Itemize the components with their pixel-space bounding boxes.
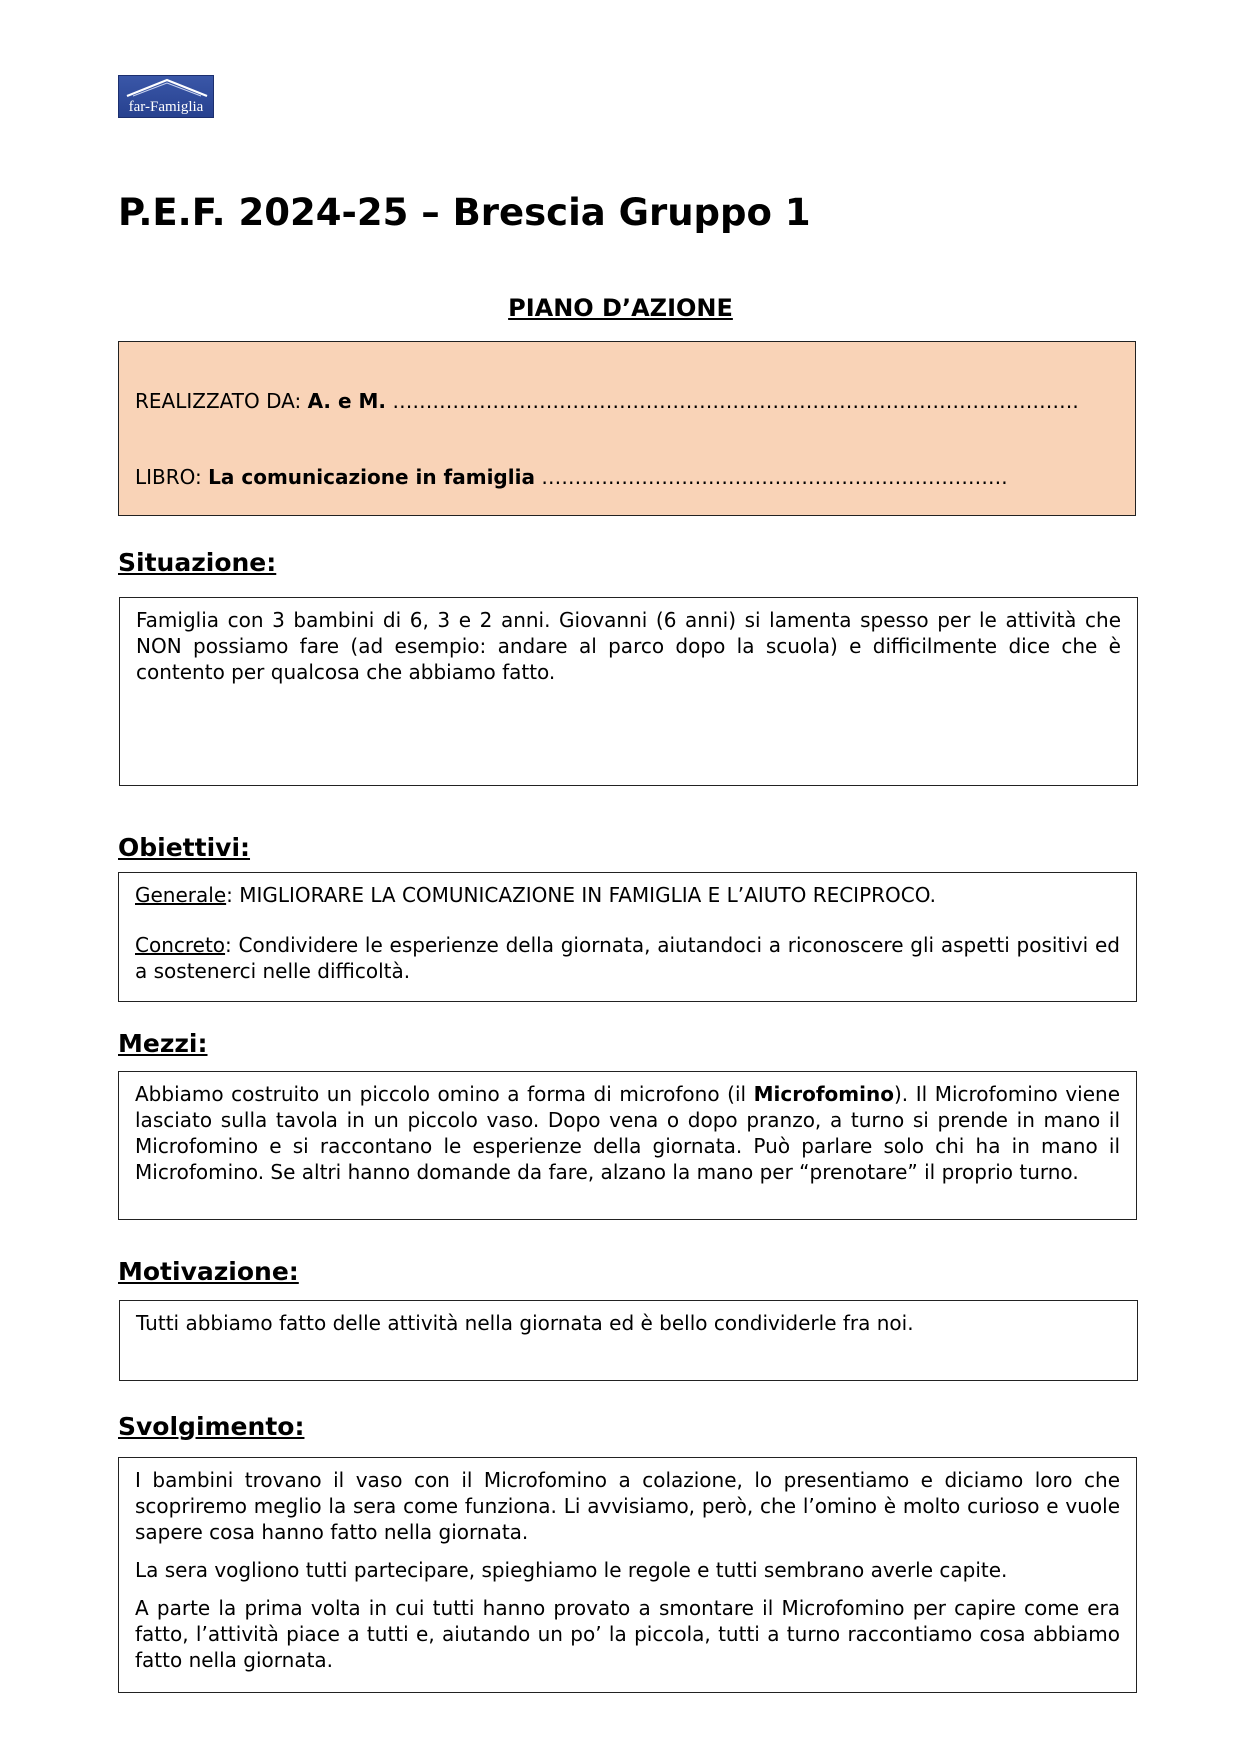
book-line <box>135 464 1119 490</box>
logo-text: far-Famiglia <box>128 99 204 115</box>
author-label: REALIZZATO DA: <box>135 389 308 413</box>
info-box <box>118 341 1136 516</box>
generale-label: Generale <box>135 883 227 907</box>
obiettivo-concreto <box>135 932 1120 984</box>
mezzi-heading: Mezzi: <box>118 1029 208 1058</box>
motivazione-text: Tutti abbiamo fatto delle attività nella giornata ed è bello condividerle fra noi. <box>136 1311 914 1335</box>
author-dots: …………………………………………………………………………………………. <box>386 389 1079 413</box>
svolgimento-heading: Svolgimento: <box>118 1412 305 1441</box>
mezzi-box <box>118 1071 1137 1220</box>
page-subtitle: PIANO D’AZIONE <box>508 294 733 322</box>
motivazione-heading: Motivazione: <box>118 1257 299 1286</box>
svolgimento-paragraph: A parte la prima volta in cui tutti hanno provato a smontare il Microfomino per capire come era fatto, l’attività piace a tutti e, aiutando un po’ la piccola, tutti a turno raccontiamo cosa abbiamo fatto nella giornata. <box>135 1596 1120 1672</box>
situazione-heading: Situazione: <box>118 548 277 577</box>
author-value: A. e M. <box>307 389 387 413</box>
author-line <box>135 388 1119 414</box>
obiettivi-heading: Obiettivi: <box>118 833 251 862</box>
svolgimento-paragraph: I bambini trovano il vaso con il Microfomino a colazione, lo presentiamo e diciamo loro che scopriremo meglio la sera come funziona. Li avvisiamo, però, che l’omino è molto curioso e vuole sapere cosa hanno fatto nella giornata. <box>135 1468 1120 1544</box>
book-dots: ……………………………………………………………. <box>534 465 1008 489</box>
mezzi-text <box>135 1081 1120 1185</box>
book-label: LIBRO: <box>135 465 209 489</box>
obiettivo-generale <box>135 882 1120 908</box>
svolgimento-box <box>118 1457 1137 1693</box>
mezzi-text-before: Abbiamo costruito un piccolo omino a forma di microfono (il <box>135 1082 754 1106</box>
situazione-box <box>119 597 1138 786</box>
page-title: P.E.F. 2024-25 – Brescia Gruppo 1 <box>118 191 811 234</box>
svolgimento-paragraph: La sera vogliono tutti partecipare, spieghiamo le regole e tutti sembrano averle capite. <box>135 1558 1008 1582</box>
concreto-text: : Condividere le esperienze della giornata, aiutandoci a riconoscere gli aspetti positivi ed a sostenerci nelle difficoltà. <box>135 933 1120 983</box>
mezzi-text-bold: Microfomino <box>753 1082 894 1106</box>
generale-text: : MIGLIORARE LA COMUNICAZIONE IN FAMIGLIA E L’AIUTO RECIPROCO. <box>226 883 937 907</box>
obiettivi-box <box>118 872 1137 1002</box>
mezzi-text-after: ). Il Microfomino viene lasciato sulla tavola in un piccolo vaso. Dopo vena o dopo pranzo, a turno si prende in mano il Microfomino e si raccontano le esperienze della giornata. Può parlare solo chi ha in mano il Microfomino. Se altri hanno domande da fare, alzano la mano per “prenotare” il proprio turno. <box>135 1082 1121 1184</box>
motivazione-box <box>119 1300 1138 1381</box>
situazione-text: Famiglia con 3 bambini di 6, 3 e 2 anni. Giovanni (6 anni) si lamenta spesso per le attività che NON possiamo fare (ad esempio: andare al parco dopo la scuola) e difficilmente dice che è contento per qualcosa che abbiamo fatto. <box>136 608 1121 684</box>
concreto-label: Concreto <box>135 933 226 957</box>
book-value: La comunicazione in famiglia <box>208 465 535 489</box>
far-famiglia-logo <box>118 75 214 118</box>
